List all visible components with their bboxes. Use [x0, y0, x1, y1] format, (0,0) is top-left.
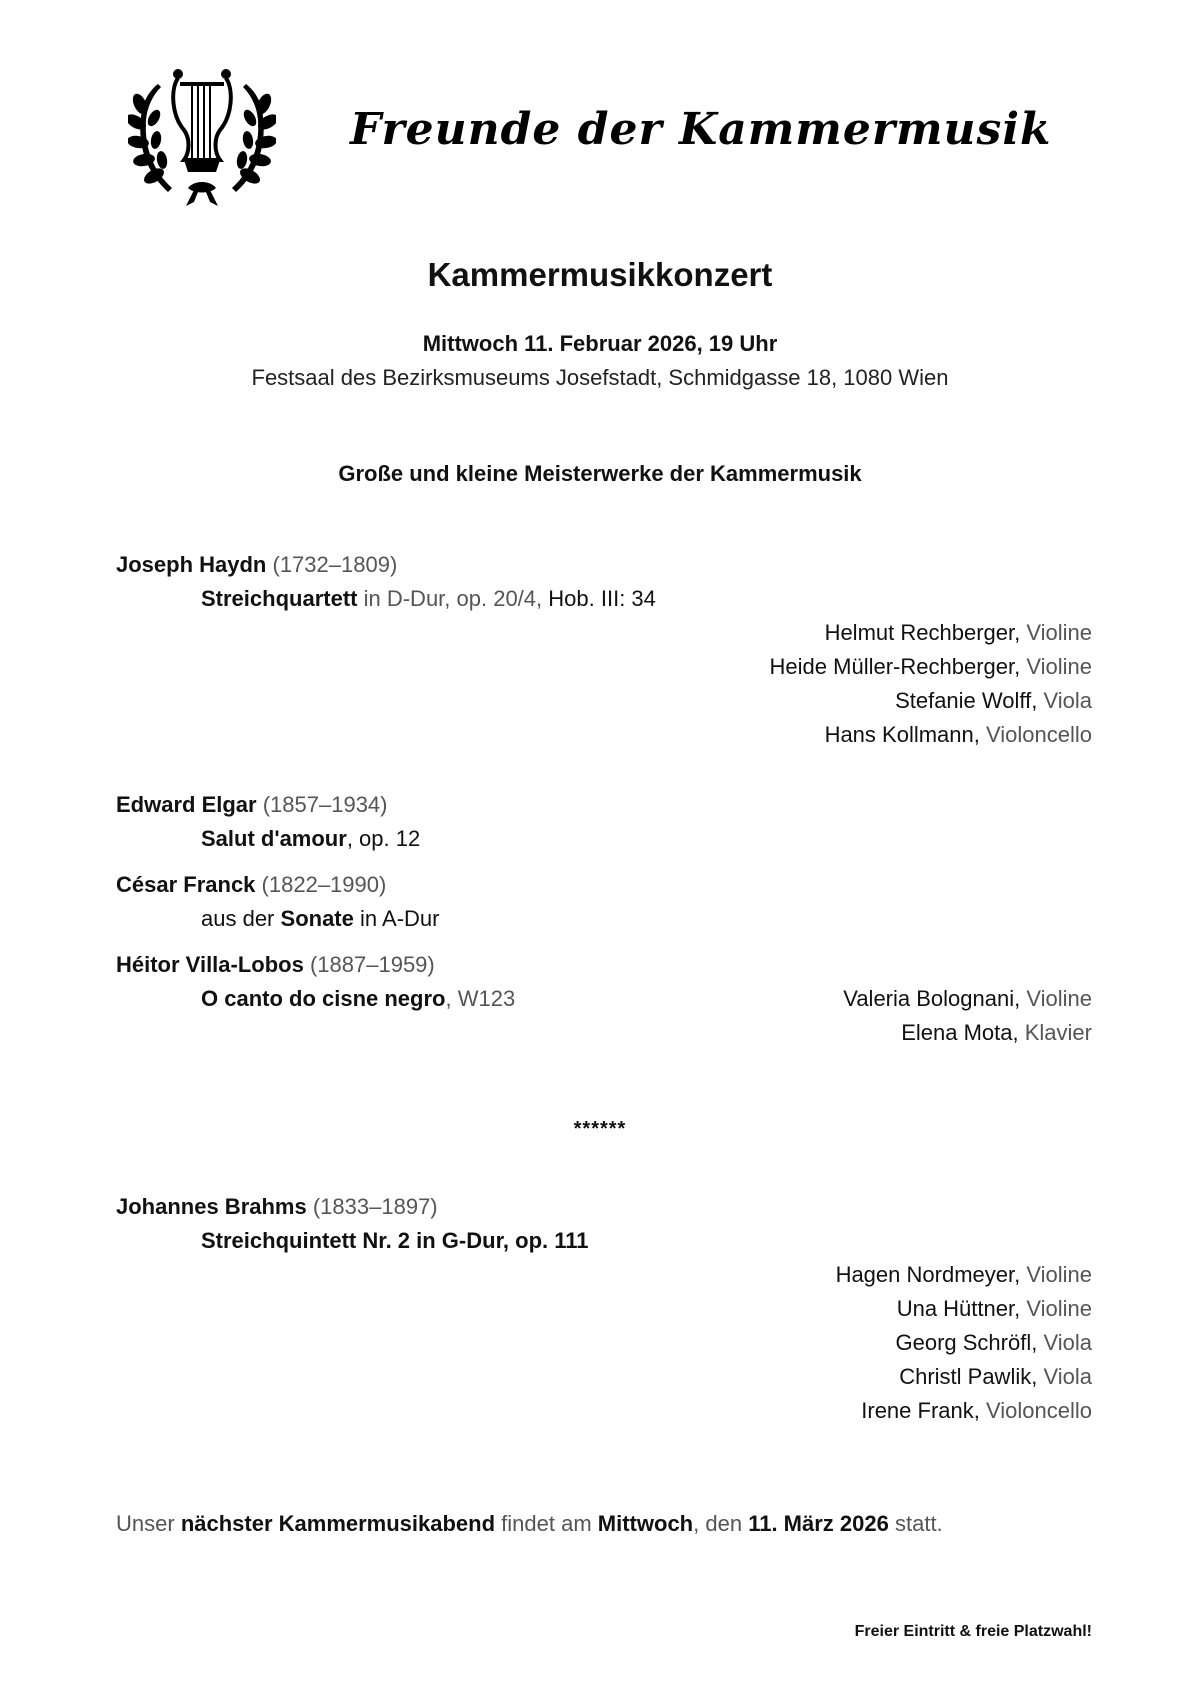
- composer-name: Edward Elgar: [116, 792, 257, 817]
- concert-venue: Festsaal des Bezirksmuseums Josefstadt, Schmidgasse 18, 1080 Wien: [251, 365, 949, 390]
- concert-date: Mittwoch 11. Februar 2026, 19 Uhr: [422, 331, 778, 356]
- work-elgar: [201, 826, 420, 852]
- work-pre: aus der: [201, 906, 275, 931]
- composer-name: César Franck: [116, 872, 256, 897]
- work-villa-lobos: [201, 986, 515, 1012]
- work-franck: [201, 906, 439, 932]
- composer-name: Joseph Haydn: [116, 552, 267, 577]
- composer-years: (1732–1809): [272, 552, 398, 577]
- performer: Irene Frank, Violoncello: [861, 1398, 1092, 1423]
- work-title: Sonate: [280, 906, 354, 931]
- composer-elgar: [116, 792, 388, 818]
- composer-villa-lobos: [116, 952, 435, 978]
- composer-haydn: [116, 552, 397, 578]
- intermission-separator: ******: [573, 1118, 627, 1140]
- work-brahms: [201, 1228, 589, 1254]
- concert-title: Kammermusikkonzert: [427, 256, 773, 293]
- performer: Hagen Nordmeyer, Violine: [835, 1262, 1092, 1287]
- work-title: O canto do cisne negro: [201, 986, 446, 1011]
- work-haydn: [201, 586, 656, 612]
- performer: Hans Kollmann, Violoncello: [824, 722, 1092, 747]
- program-subtitle: Große und kleine Meisterwerke der Kammermusik: [338, 461, 862, 486]
- performer: Stefanie Wolff, Viola: [895, 688, 1092, 713]
- work-catalog: , W123: [445, 986, 516, 1011]
- composer-brahms: [116, 1194, 438, 1220]
- composer-years: (1822–1990): [261, 872, 387, 897]
- composer-years: (1887–1959): [309, 952, 435, 977]
- work-rest: , op. 12: [346, 826, 421, 851]
- work-title: Salut d'amour: [201, 826, 347, 851]
- lyre-laurel-logo-icon: [128, 60, 276, 206]
- performer: Elena Mota, Klavier: [901, 1020, 1092, 1045]
- composer-years: (1857–1934): [262, 792, 388, 817]
- next-concert-note: Unser nächster Kammermusikabend findet am Mittwoch, den 11. März 2026 statt.: [116, 1511, 943, 1536]
- performer: Helmut Rechberger, Violine: [824, 620, 1092, 645]
- composer-name: Johannes Brahms: [116, 1194, 307, 1219]
- composer-name: Héitor Villa-Lobos: [116, 952, 304, 977]
- performer: Una Hüttner, Violine: [896, 1296, 1092, 1321]
- admission-note: Freier Eintritt & freie Platzwahl!: [854, 1623, 1092, 1640]
- composer-franck: [116, 872, 386, 898]
- performer: Valeria Bolognani, Violine: [843, 986, 1092, 1011]
- work-key: in D-Dur, op. 20/4,: [363, 586, 543, 611]
- work-title: Streichquintett Nr. 2 in G-Dur, op. 111: [201, 1228, 589, 1253]
- work-title: Streichquartett: [201, 586, 358, 611]
- organization-name: Freunde der Kammermusik: [350, 104, 1052, 155]
- composer-years: (1833–1897): [312, 1194, 438, 1219]
- performer: Christl Pawlik, Viola: [899, 1364, 1092, 1389]
- work-rest: in A-Dur: [360, 906, 440, 931]
- work-catalog: Hob. III: 34: [548, 586, 656, 611]
- performer: Heide Müller-Rechberger, Violine: [769, 654, 1092, 679]
- performer: Georg Schröfl, Viola: [895, 1330, 1092, 1355]
